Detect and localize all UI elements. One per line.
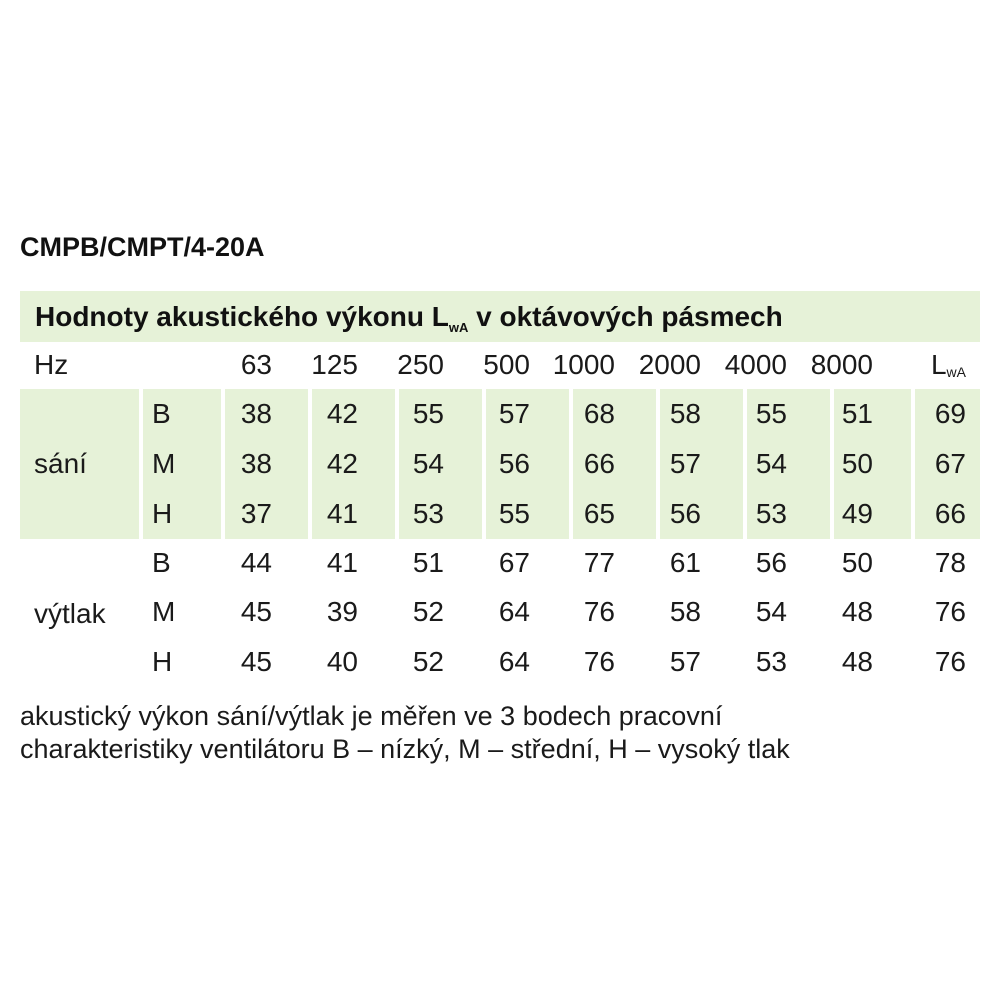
group-suction [20,389,980,539]
value-cell: 77 [583,547,615,578]
total-cell: 76 [934,646,966,677]
group-discharge [20,539,980,689]
value-cell: 54 [755,448,787,479]
level-label: H [152,498,173,529]
value-cell: 40 [326,646,358,677]
freq-header: 4000 [724,349,787,380]
value-cell: 53 [755,498,787,529]
value-cell: 49 [841,498,873,529]
value-cell: 48 [841,646,873,677]
value-cell: 51 [412,547,444,578]
freq-header: 2000 [638,349,701,380]
level-label: H [152,646,173,677]
value-cell: 64 [498,646,530,677]
value-cell: 52 [412,646,444,677]
total-cell: 69 [934,398,966,429]
value-cell: 57 [669,448,701,479]
footnote [20,700,790,766]
frequency-header-row [20,342,980,388]
value-cell: 54 [412,448,444,479]
value-cell: 50 [841,547,873,578]
freq-header: 500 [483,349,530,380]
value-cell: 57 [498,398,530,429]
value-cell: 52 [412,596,444,627]
value-cell: 48 [841,596,873,627]
value-cell: 55 [498,498,530,529]
value-cell: 41 [326,547,358,578]
total-cell: 76 [934,596,966,627]
freq-header: 1000 [552,349,615,380]
freq-header: 125 [311,349,358,380]
value-cell: 44 [240,547,272,578]
value-cell: 56 [755,547,787,578]
value-cell: 66 [583,448,615,479]
value-cell: 64 [498,596,530,627]
value-cell: 58 [669,596,701,627]
level-label: M [152,596,176,627]
model-title: CMPB/CMPT/4-20A [20,232,265,262]
total-cell: 67 [934,448,966,479]
hz-label: Hz [34,349,69,380]
total-header-main: L [930,349,947,380]
level-label: M [152,448,176,479]
value-cell: 38 [240,448,272,479]
total-header [900,342,972,388]
value-cell: 53 [412,498,444,529]
value-cell: 45 [240,646,272,677]
value-cell: 55 [412,398,444,429]
value-cell: 55 [755,398,787,429]
value-cell: 38 [240,398,272,429]
value-cell: 65 [583,498,615,529]
total-cell: 78 [934,547,966,578]
value-cell: 45 [240,596,272,627]
value-cell: 61 [669,547,701,578]
total-cell: 66 [934,498,966,529]
value-cell: 68 [583,398,615,429]
value-cell: 56 [669,498,701,529]
value-cell: 53 [755,646,787,677]
value-cell: 76 [583,596,615,627]
value-cell: 58 [669,398,701,429]
value-cell: 42 [326,448,358,479]
freq-header: 8000 [810,349,873,380]
footnote-line-1: akustický výkon sání/výtlak je měřen ve 3 bodech pracovní [20,701,723,731]
value-cell: 76 [583,646,615,677]
value-cell: 39 [326,596,358,627]
table-title-subscript: wA [448,320,469,335]
footnote-line-2: charakteristiky ventilátoru B – nízký, M – střední, H – vysoký tlak [20,734,790,764]
group-label: sání [34,448,87,479]
value-cell: 37 [240,498,272,529]
total-header-subscript: wA [946,364,966,380]
table-title-tail: v oktávových pásmech [468,301,783,332]
value-cell: 57 [669,646,701,677]
table-title-main: Hodnoty akustického výkonu L [35,301,449,332]
value-cell: 67 [498,547,530,578]
freq-header: 63 [240,349,272,380]
value-cell: 51 [841,398,873,429]
value-cell: 56 [498,448,530,479]
table-title [20,291,980,342]
value-cell: 42 [326,398,358,429]
group-label: výtlak [34,598,106,629]
freq-header: 250 [397,349,444,380]
level-label: B [152,547,171,578]
value-cell: 41 [326,498,358,529]
level-label: B [152,398,171,429]
value-cell: 54 [755,596,787,627]
value-cell: 50 [841,448,873,479]
